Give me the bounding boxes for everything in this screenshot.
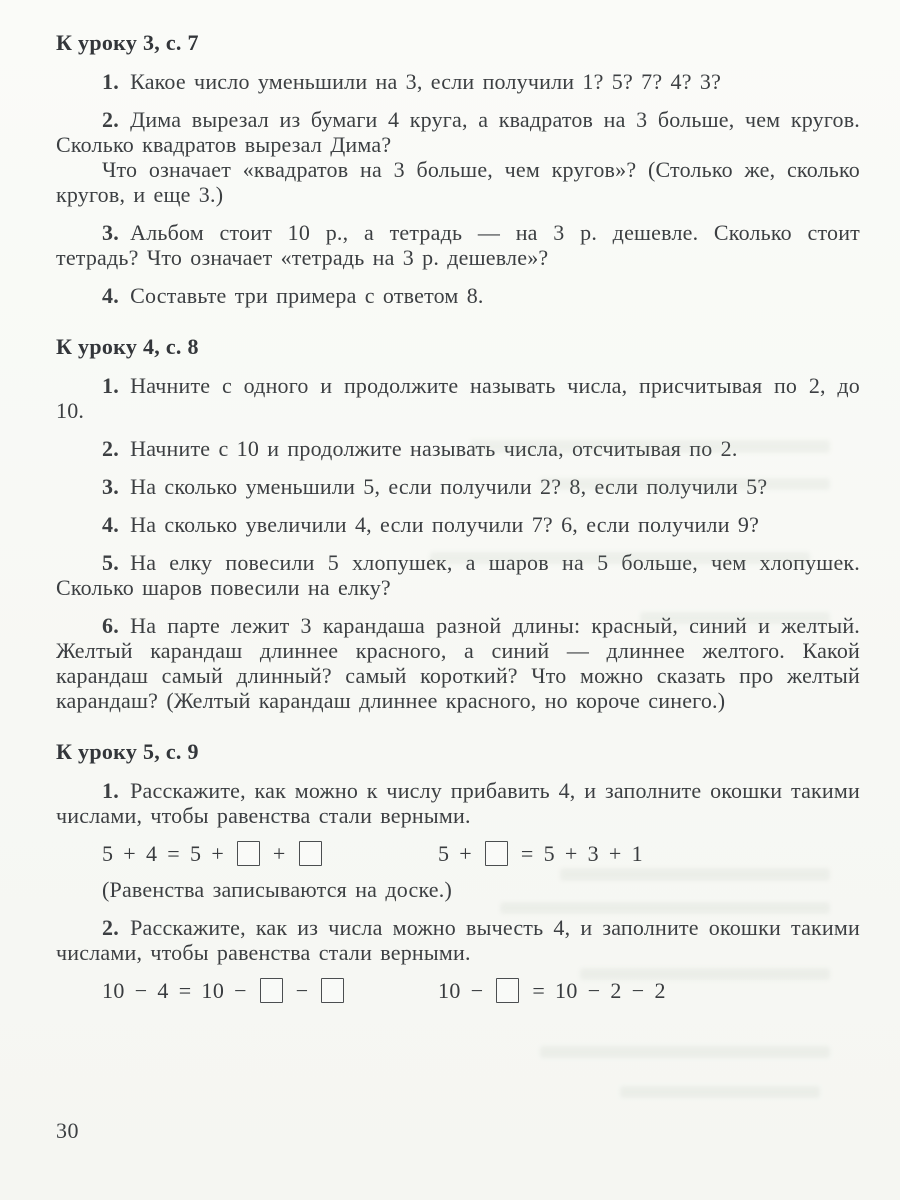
equation: 10 − = 10 − 2 − 2 — [438, 978, 666, 1003]
task-paragraph: 1. Какое число уменьшили на 3, если получили 1? 5? 7? 4? 3? — [102, 69, 722, 94]
task-number: 4. — [102, 512, 119, 537]
task-paragraph: 2. Начните с 10 и продолжите называть числа, отсчитывая по 2. — [102, 436, 738, 461]
bleed-smudge — [620, 1086, 820, 1098]
task-number: 1. — [102, 778, 119, 803]
task-number: 2. — [102, 915, 119, 940]
answer-box — [299, 841, 322, 866]
task-paragraph: 1. Начните с одного и продолжите называть числа, присчитывая по 2, до 10. — [56, 373, 860, 423]
task-paragraph: 2. Расскажите, как из числа можно вычесть 4, и заполните окошки такими числами, чтобы равенства стали верными. — [56, 915, 860, 965]
answer-box — [260, 978, 283, 1003]
lesson-section — [56, 739, 860, 1004]
task-paragraph: 1. Расскажите, как можно к числу прибавить 4, и заполните окошки такими числами, чтобы равенства стали верными. — [56, 778, 860, 828]
task-paragraph: 3. Альбом стоит 10 р., а тетрадь — на 3 р. дешевле. Сколько стоит тетрадь? Что означает «тетрадь на 3 р. дешевле»? — [56, 220, 860, 270]
task-paragraph: 4. На сколько увеличили 4, если получили 7? 6, если получили 9? — [102, 512, 760, 537]
task-paragraph: 2. Дима вырезал из бумаги 4 круга, а квадратов на 3 больше, чем кругов. Сколько квадратов вырезал Дима? — [56, 107, 860, 157]
section-heading: К уроку 4, с. 8 — [56, 334, 199, 359]
task-paragraph: 6. На парте лежит 3 карандаша разной длины: красный, синий и желтый. Желтый карандаш длиннее красного, а синий — длиннее желтого. Какой карандаш самый длинный? самый короткий? Что можно сказать про желтый карандаш? (Желтый карандаш длиннее красного, но короче синего.) — [56, 613, 860, 713]
answer-box — [237, 841, 260, 866]
equation-row — [56, 841, 860, 867]
task-number: 6. — [102, 613, 119, 638]
equation: 5 + 4 = 5 + + — [102, 841, 438, 867]
task-number: 4. — [102, 283, 119, 308]
task-number: 2. — [102, 107, 119, 132]
equation: 5 + = 5 + 3 + 1 — [438, 841, 644, 866]
answer-box — [485, 841, 508, 866]
task-paragraph: Что означает «квадратов на 3 больше, чем кругов»? (Столько же, сколько кругов, и еще 3.) — [56, 157, 860, 207]
section-heading: К уроку 5, с. 9 — [56, 739, 199, 764]
task-number: 5. — [102, 550, 119, 575]
board-note: (Равенства записываются на доске.) — [102, 877, 452, 902]
task-paragraph: 4. Составьте три примера с ответом 8. — [102, 283, 484, 308]
equation: 10 − 4 = 10 − − — [102, 978, 438, 1004]
equation-row — [56, 978, 860, 1004]
lesson-section — [56, 334, 860, 713]
task-number: 2. — [102, 436, 119, 461]
answer-box — [321, 978, 344, 1003]
lesson-section — [56, 30, 860, 308]
task-number: 3. — [102, 220, 119, 245]
answer-box — [496, 978, 519, 1003]
task-number: 3. — [102, 474, 119, 499]
bleed-smudge — [540, 1046, 830, 1058]
task-number: 1. — [102, 69, 119, 94]
task-number: 1. — [102, 373, 119, 398]
task-paragraph: 5. На елку повесили 5 хлопушек, а шаров на 5 больше, чем хлопушек. Сколько шаров повесили на елку? — [56, 550, 860, 600]
page-number: 30 — [56, 1118, 79, 1143]
section-heading: К уроку 3, с. 7 — [56, 30, 199, 55]
task-paragraph: 3. На сколько уменьшили 5, если получили 2? 8, если получили 5? — [102, 474, 768, 499]
